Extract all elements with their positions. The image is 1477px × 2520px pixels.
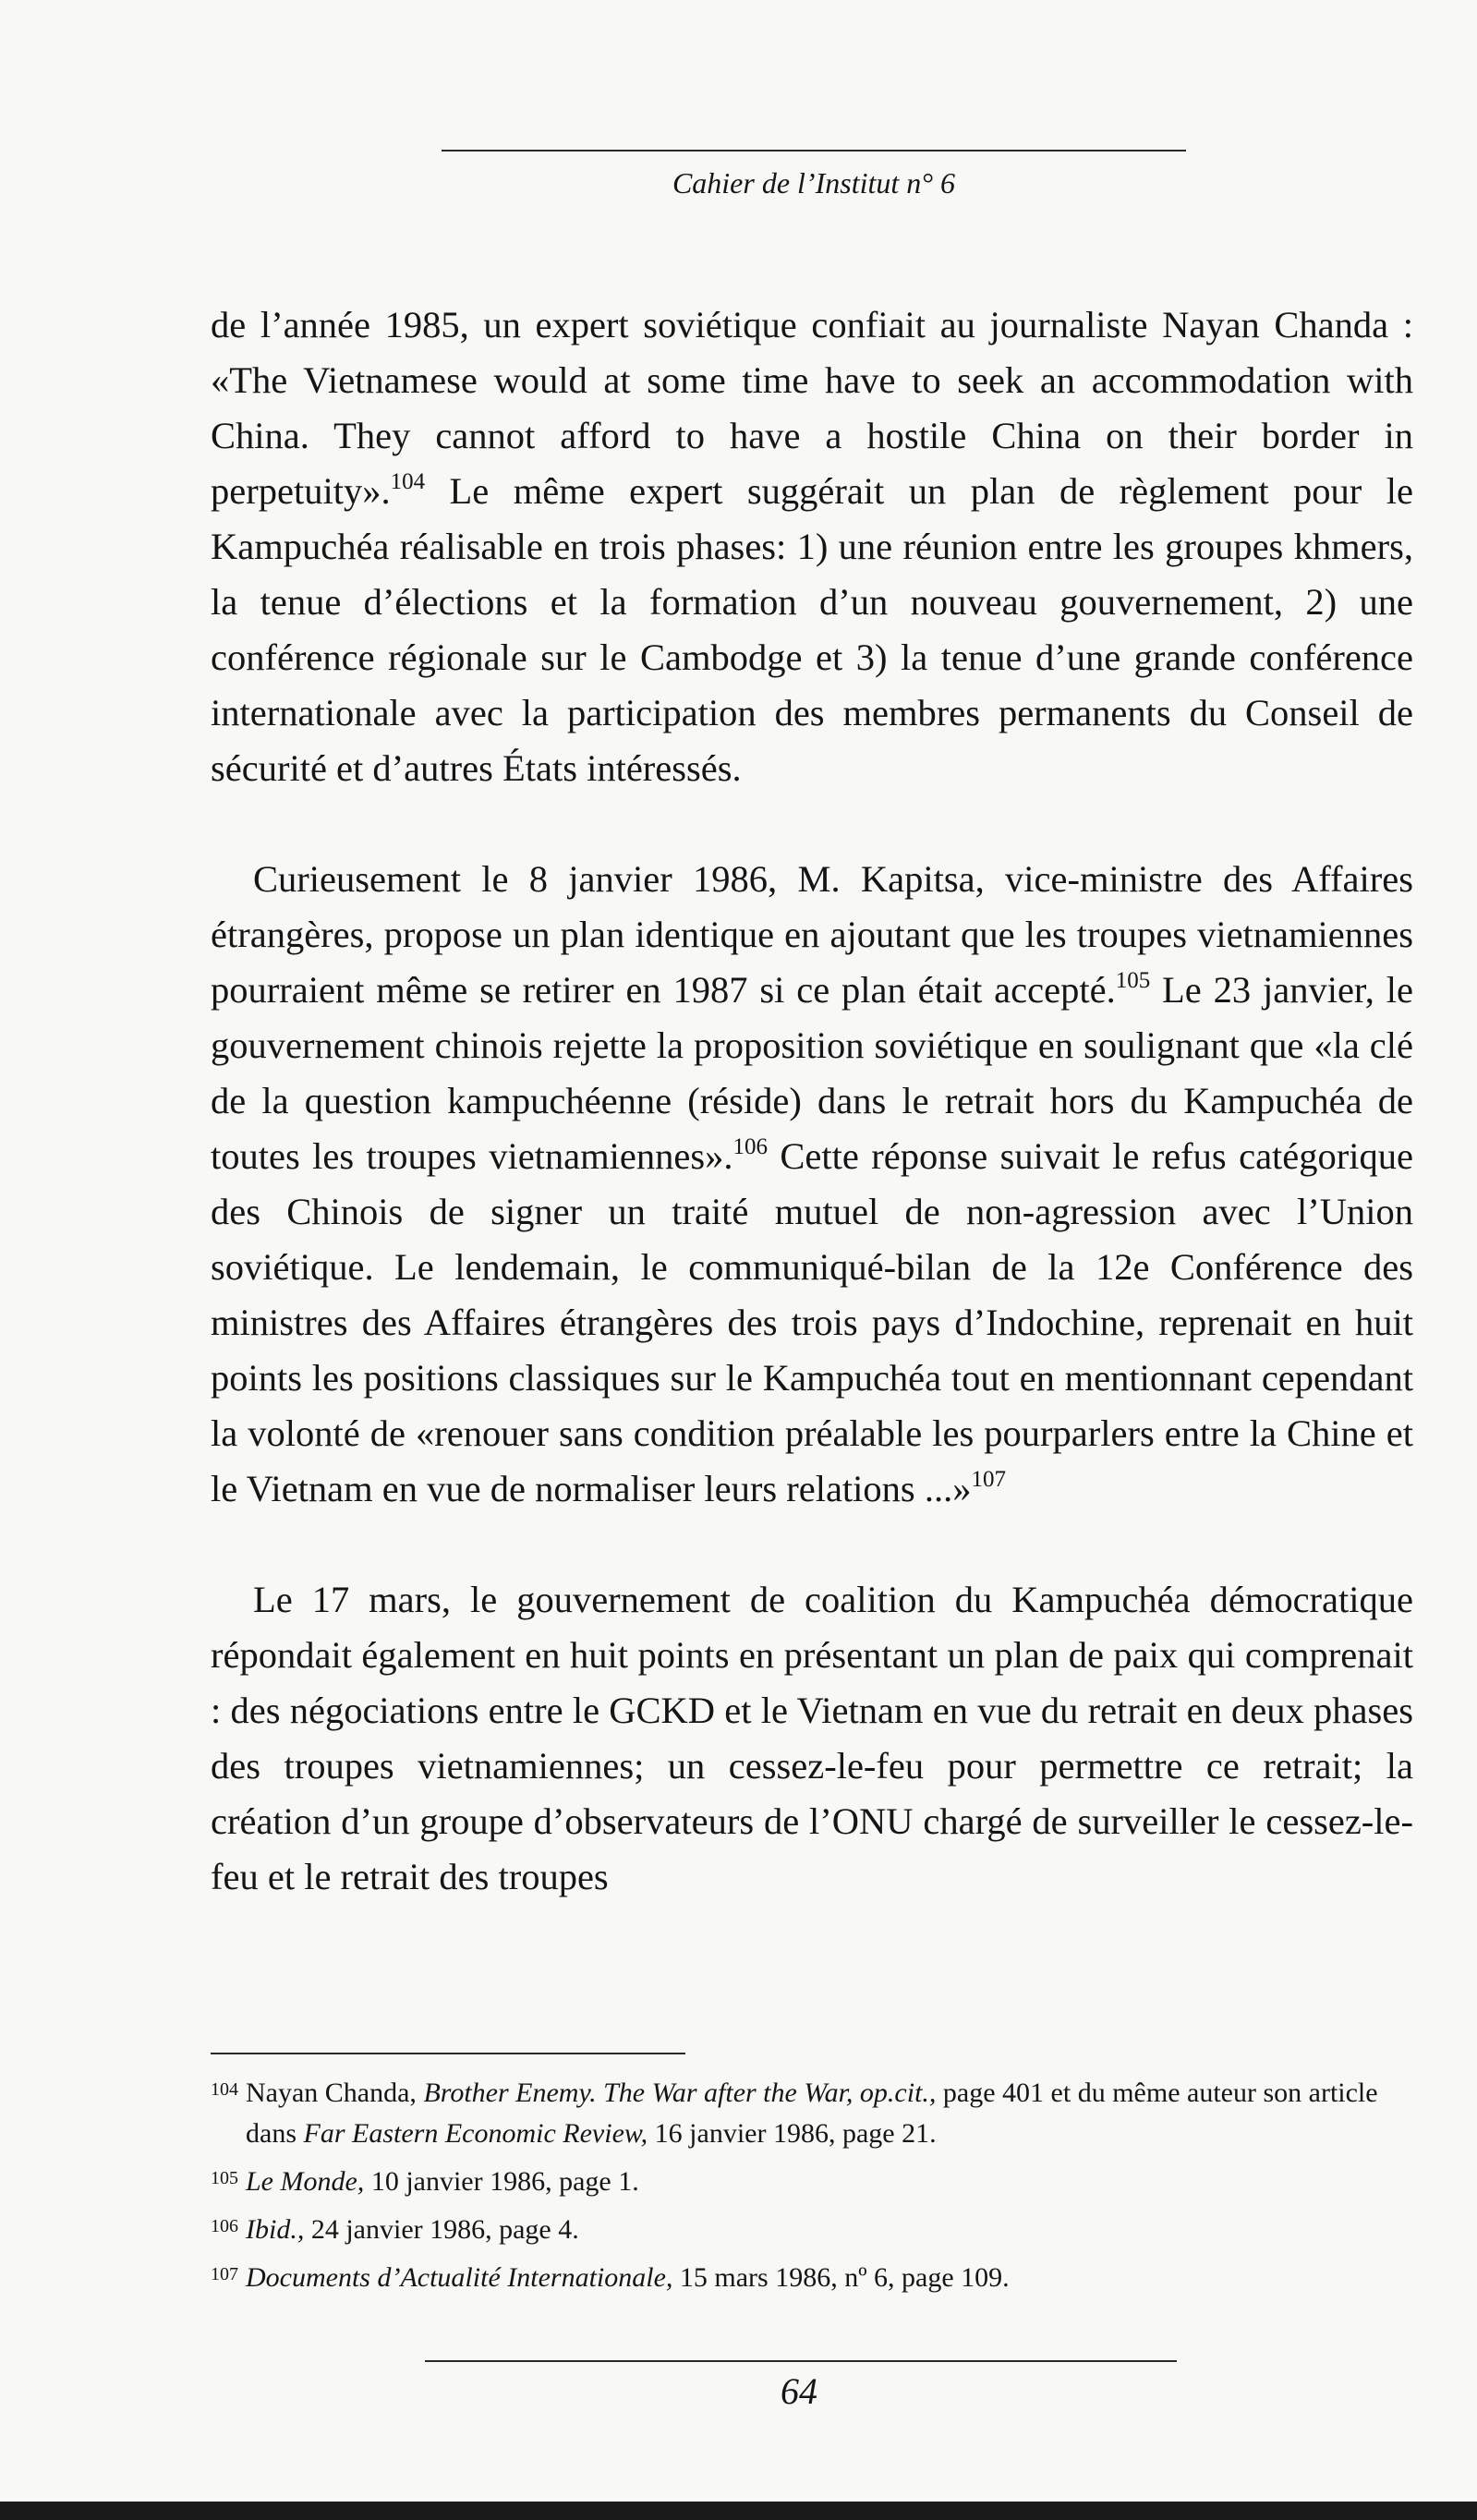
footnote-104	[211, 2073, 1413, 2154]
paragraph-2-text-a: Curieusement le 8 janvier 1986, M. Kapitsa, vice-ministre des Affaires étrangères, propose un plan identique en ajoutant que les troupes vietnamiennes pourraient même se retirer en 1987 si ce plan était accepté.	[211, 858, 1413, 1011]
footnote-number: 107	[211, 2264, 238, 2284]
footnote-italic: Ibid.,	[246, 2214, 305, 2245]
footnote-ref-107: 107	[971, 1466, 1006, 1492]
bottom-rule	[425, 2360, 1177, 2362]
paragraph-2-text-b: Le 23 janvier, le gouvernement chinois rejette la proposition soviétique en soulignant que «la clé de la question kampuchéenne (réside) dans le retrait hors du Kampuchéa de toutes les troupes vietnamiennes».	[211, 969, 1413, 1177]
footnote-text: page 401 et du même auteur son article dans	[246, 2078, 1378, 2149]
scan-edge	[0, 2502, 1477, 2520]
footnote-ref-105: 105	[1115, 967, 1151, 993]
footnote-text: Nayan Chanda,	[246, 2078, 424, 2108]
footnote-105	[211, 2162, 1413, 2202]
page-number: 64	[781, 2370, 817, 2412]
footnote-number: 104	[211, 2079, 238, 2100]
paragraph-1	[211, 297, 1413, 796]
footnote-text: 16 janvier 1986, page 21.	[648, 2118, 937, 2149]
footnote-text: 10 janvier 1986, page 1.	[364, 2166, 639, 2197]
paragraph-1-text-b: Le même expert suggérait un plan de règlement pour le Kampuchéa réalisable en trois phases: 1) une réunion entre les groupes khmers, la tenue d’élections et la formation d’un nouveau gouvernement, 2) une conférence régionale sur le Cambodge et 3) la tenue d’une grande conférence internationale avec la participation des membres permanents du Conseil de sécurité et d’autres États intéressés.	[211, 470, 1413, 789]
footnote-number: 105	[211, 2168, 238, 2188]
footnote-ref-104: 104	[390, 468, 426, 494]
body-text	[211, 297, 1413, 1960]
paragraph-2	[211, 852, 1413, 1517]
footnote-107	[211, 2258, 1413, 2298]
footnotes	[211, 2073, 1413, 2306]
paragraph-3-text: Le 17 mars, le gouvernement de coalition du Kampuchéa démocratique répondait également en huit points en présentant un plan de paix qui comprenait : des négociations entre le GCKD et le Vietnam en vue du retrait en deux phases des troupes vietnamiennes; un cessez-le-feu pour permettre ce retrait; la création d’un groupe d’observateurs de l’ONU chargé de surveiller le cessez-le-feu et le retrait des troupes	[211, 1579, 1413, 1897]
footnote-italic: Brother Enemy. The War after the War, op.cit.,	[423, 2078, 937, 2108]
footnote-text: 24 janvier 1986, page 4.	[304, 2214, 579, 2245]
paragraph-3	[211, 1572, 1413, 1905]
footnote-italic: Documents d’Actualité Internationale,	[246, 2262, 673, 2293]
running-head: Cahier de l’Institut n° 6	[672, 166, 956, 200]
header-rule	[442, 150, 1186, 151]
paragraph-1-text-a: de l’année 1985, un expert soviétique confiait au journaliste Nayan Chanda : «The Vietnamese would at some time have to seek an accommodation with China. They cannot afford to have a hostile China on their border in perpetuity».	[211, 304, 1413, 512]
footnote-ref-106: 106	[732, 1133, 768, 1159]
paragraph-2-text-c: Cette réponse suivait le refus catégorique des Chinois de signer un traité mutuel de non-agression avec l’Union soviétique. Le lendemain, le communiqué-bilan de la 12e Conférence des ministres des Affaires étrangères des trois pays d’Indochine, reprenait en huit points les positions classiques sur le Kampuchéa tout en mentionnant cependant la volonté de «renouer sans condition préalable les pourparlers entre la Chine et le Vietnam en vue de normaliser leurs relations ...»	[211, 1135, 1413, 1509]
footnote-italic: Le Monde,	[246, 2166, 365, 2197]
footnote-number: 106	[211, 2216, 238, 2236]
footnote-rule	[211, 2053, 685, 2054]
footnote-italic: Far Eastern Economic Review,	[303, 2118, 648, 2149]
footnote-106	[211, 2210, 1413, 2250]
footnote-text: 15 mars 1986, nº 6, page 109.	[672, 2262, 1010, 2293]
